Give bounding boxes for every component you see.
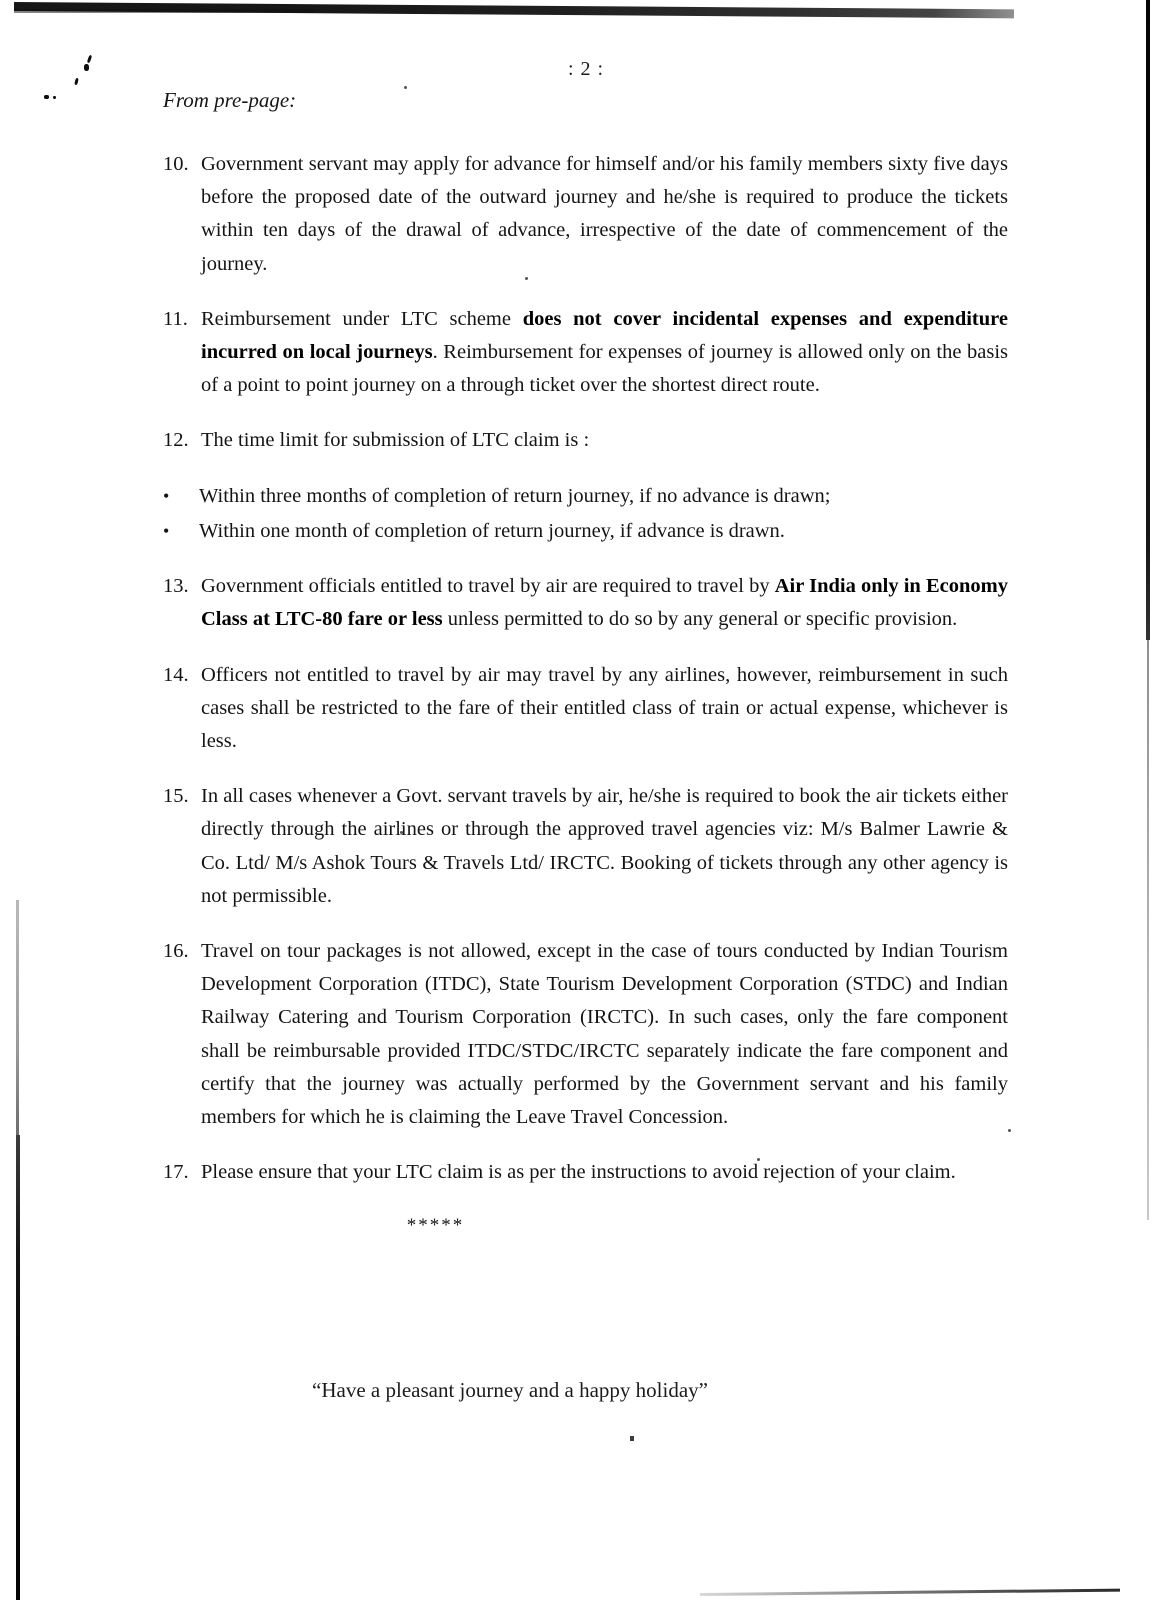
bullet-point-icon: •	[163, 485, 170, 506]
clause-17	[163, 1156, 1008, 1189]
clause-14	[163, 659, 1008, 759]
scan-edge-left-artifact-faded	[16, 900, 19, 1140]
clause-number: 14.	[163, 663, 189, 686]
scan-edge-top-artifact-secondary	[14, 9, 314, 13]
from-prepage-label: From pre-page:	[163, 88, 297, 112]
clause-number: 13.	[163, 575, 189, 598]
clause-text: Travel on tour packages is not allowed, except in the case of tours conducted by Indian Tourism Development Corporation (ITDC), State Tourism Development Corporation (STDC) and Indian Railway Catering and Tourism Corporation (IRCTC). In such cases, only the fare component shall be reimbursable provided ITDC/STDC/IRCTC separately indicate the fare component and certify that the journey was actually performed by the Government servant and his family members for which he is claiming the Leave Travel Concession.	[201, 940, 1008, 1129]
clause-text-segment: . Reimbursement for expenses of journey is allowed only on the basis of a point to point journey on a through ticket over the shortest direct route.	[201, 341, 1008, 397]
clause-number: 12.	[163, 429, 189, 452]
scan-speck	[1008, 1129, 1011, 1132]
clause-15	[163, 780, 1008, 913]
list-item-text: Within one month of completion of return journey, if advance is drawn.	[199, 520, 785, 543]
clause-text: Officers not entitled to travel by air may travel by any airlines, however, reimbursement in such cases shall be restricted to the fare of their entitled class of train or actual expense, whichever is less.	[201, 663, 1008, 753]
scan-edge-right-artifact	[1146, 0, 1150, 640]
page-number-marker: : 2 :	[567, 58, 605, 80]
clause-text-segment: Government officials entitled to travel by air are required to travel by	[201, 575, 775, 598]
clause-text: The time limit for submission of LTC claim is :	[201, 429, 590, 452]
scan-edge-bottom-artifact	[700, 1589, 1120, 1596]
clause-text-segment: Reimbursement under LTC scheme	[201, 307, 523, 330]
clause-text: Please ensure that your LTC claim is as per the instructions to avoid rejection of your claim.	[201, 1161, 956, 1184]
scan-speck	[404, 86, 407, 89]
section-separator: *****	[406, 1215, 465, 1237]
bullet-point-icon: •	[163, 521, 170, 542]
scan-speck	[44, 95, 49, 99]
clause-text	[201, 570, 1008, 636]
clause-number: 11.	[163, 307, 188, 330]
clause-10	[163, 148, 1008, 281]
time-limit-bullet-list	[163, 480, 1008, 549]
clause-number: 17.	[163, 1161, 189, 1184]
document-body	[163, 148, 1008, 1237]
scan-speck	[630, 1436, 634, 1441]
closing-message: “Have a pleasant journey and a happy holiday”	[312, 1378, 708, 1402]
clause-13	[163, 570, 1008, 636]
clause-number: 15.	[163, 785, 189, 808]
scan-speck	[53, 96, 56, 99]
list-item	[163, 515, 1008, 548]
clause-16	[163, 935, 1008, 1134]
clause-text-emphasis: does not cover incidental expenses and expenditure incurred on local journeys	[201, 307, 1008, 364]
scan-edge-right-artifact-faded	[1147, 640, 1149, 1220]
clause-text-emphasis: Air India only in Economy Class at LTC-80 fare or less	[201, 575, 1008, 631]
clause-text: Government servant may apply for advance for himself and/or his family members sixty five days before the proposed date of the outward journey and he/she is required to produce the tickets within ten days of the drawal of advance, irrespective of the date of commencement of the journey.	[201, 153, 1008, 275]
clause-text	[201, 303, 1008, 403]
clause-number: 16.	[163, 940, 189, 963]
clause-11	[163, 303, 1008, 403]
scan-edge-left-artifact	[16, 1135, 20, 1600]
clause-number: 10.	[163, 153, 189, 175]
list-item	[163, 480, 1008, 513]
clause-12	[163, 424, 1008, 457]
clause-text: In all cases whenever a Govt. servant travels by air, he/she is required to book the air tickets either directly through the airlines or through the approved travel agencies viz: M/s Balmer Lawrie & Co. Ltd/ M/s Ashok Tours & Travels Ltd/ IRCTC. Booking of tickets through any other agency is not permissible.	[201, 785, 1008, 907]
list-item-text: Within three months of completion of return journey, if no advance is drawn;	[199, 484, 831, 507]
clause-text-segment: unless permitted to do so by any general or specific provision.	[442, 608, 958, 631]
